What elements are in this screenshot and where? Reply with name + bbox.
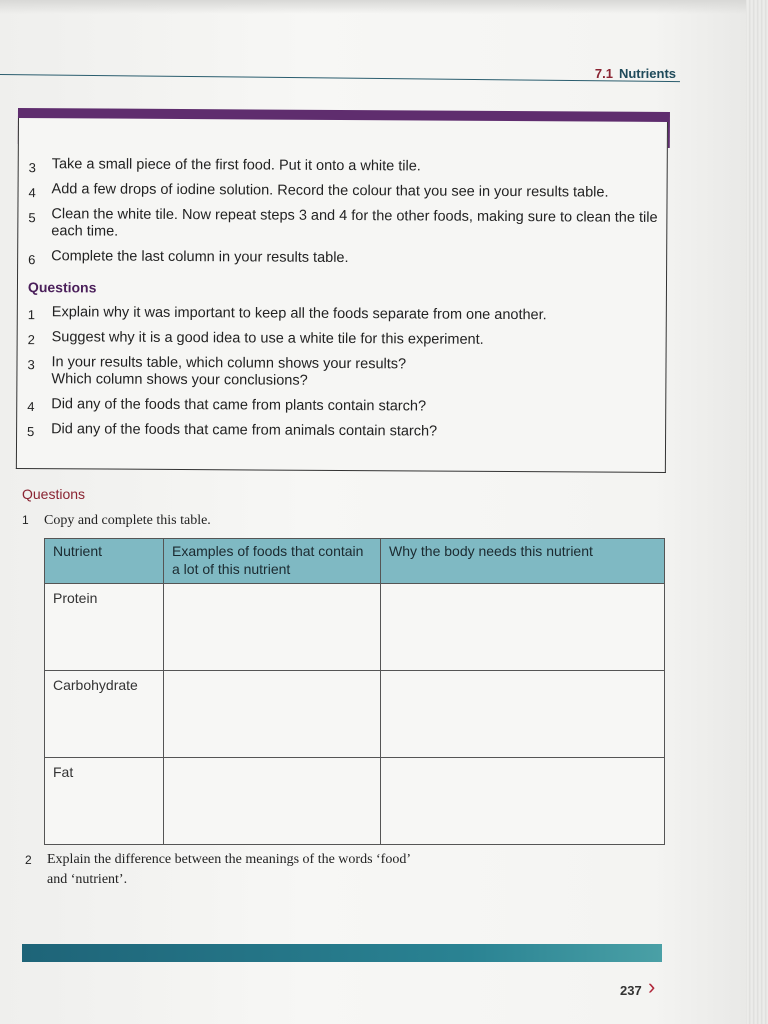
step-item — [29, 181, 659, 202]
table-row — [45, 758, 665, 845]
table-cell-nutrient: Carbohydrate — [45, 671, 164, 758]
footer-bar — [22, 944, 662, 962]
section-header — [595, 66, 676, 81]
section-number: 7.1 — [594, 66, 613, 81]
step-number: 3 — [28, 160, 36, 176]
table-row — [45, 671, 665, 758]
practical-question — [27, 421, 657, 442]
table-row — [45, 584, 665, 671]
question-number: 2 — [27, 332, 35, 348]
practical-question — [28, 304, 658, 325]
question-number: 5 — [27, 424, 35, 440]
chevron-right-icon: › — [648, 974, 656, 999]
step-number: 4 — [28, 185, 36, 201]
step-number: 5 — [28, 210, 36, 226]
question-number: 3 — [27, 357, 35, 373]
question-text-line1: In your results table, which column shows your results? — [51, 354, 407, 373]
step-text: Add a few drops of iodine solution. Record the colour that you see in your results table. — [51, 181, 609, 201]
question-text: Explain why it was important to keep all the foods separate from one another. — [51, 304, 547, 324]
page-number: 237 — [620, 983, 642, 998]
table-cell-empty — [164, 584, 381, 671]
practical-question — [28, 329, 658, 350]
question-text: Did any of the foods that came from plants contain starch? — [51, 396, 427, 415]
section-title: Nutrients — [618, 66, 676, 81]
step-number: 6 — [28, 252, 36, 268]
question-text-line1: Explain the difference between the meanings of the words ‘food’ — [47, 852, 411, 867]
step-item — [28, 206, 658, 244]
table-header-examples: Examples of foods that contain a lot of this nutrient — [164, 539, 381, 584]
question-text — [47, 850, 411, 890]
practical-question — [27, 396, 657, 417]
steps-list — [27, 156, 659, 450]
table-cell-nutrient: Fat — [45, 758, 164, 845]
step-text: Clean the white tile. Now repeat steps 3 and 4 for the other foods, making sure to clean the tile each time. — [51, 206, 658, 240]
question-number: 1 — [22, 513, 29, 527]
page-top-shadow — [0, 0, 768, 14]
step-text: Complete the last column in your results table. — [51, 248, 349, 267]
question-text: Suggest why it is a good idea to use a white tile for this experiment. — [51, 329, 484, 348]
question-text: Copy and complete this table. — [44, 513, 211, 528]
step-item — [29, 156, 659, 177]
table-cell-empty — [381, 671, 665, 758]
question-text-line2: Which column shows your conclusions? — [51, 371, 308, 389]
table-header-row — [45, 539, 665, 584]
table-cell-nutrient: Protein — [45, 584, 164, 671]
step-text: Take a small piece of the first food. Put it onto a white tile. — [51, 156, 421, 175]
nutrient-table — [44, 538, 665, 845]
table-cell-empty — [381, 758, 665, 845]
question-text: Did any of the foods that came from animals contain starch? — [51, 421, 438, 440]
table-header-why: Why the body needs this nutrient — [381, 539, 665, 584]
practical-question — [27, 354, 657, 392]
page-edge — [746, 0, 768, 1024]
question-number: 1 — [27, 307, 36, 323]
question-number: 2 — [25, 853, 32, 867]
question-text-line2: and ‘nutrient’. — [47, 872, 128, 887]
questions-heading: Questions — [22, 486, 86, 502]
question-number: 4 — [27, 399, 35, 415]
practical-questions-heading: Questions — [27, 279, 97, 296]
table-header-nutrient: Nutrient — [45, 539, 164, 584]
table-cell-empty — [164, 758, 381, 845]
table-cell-empty — [164, 671, 381, 758]
practical-box — [16, 118, 668, 473]
step-item — [28, 248, 658, 269]
table-cell-empty — [381, 584, 665, 671]
